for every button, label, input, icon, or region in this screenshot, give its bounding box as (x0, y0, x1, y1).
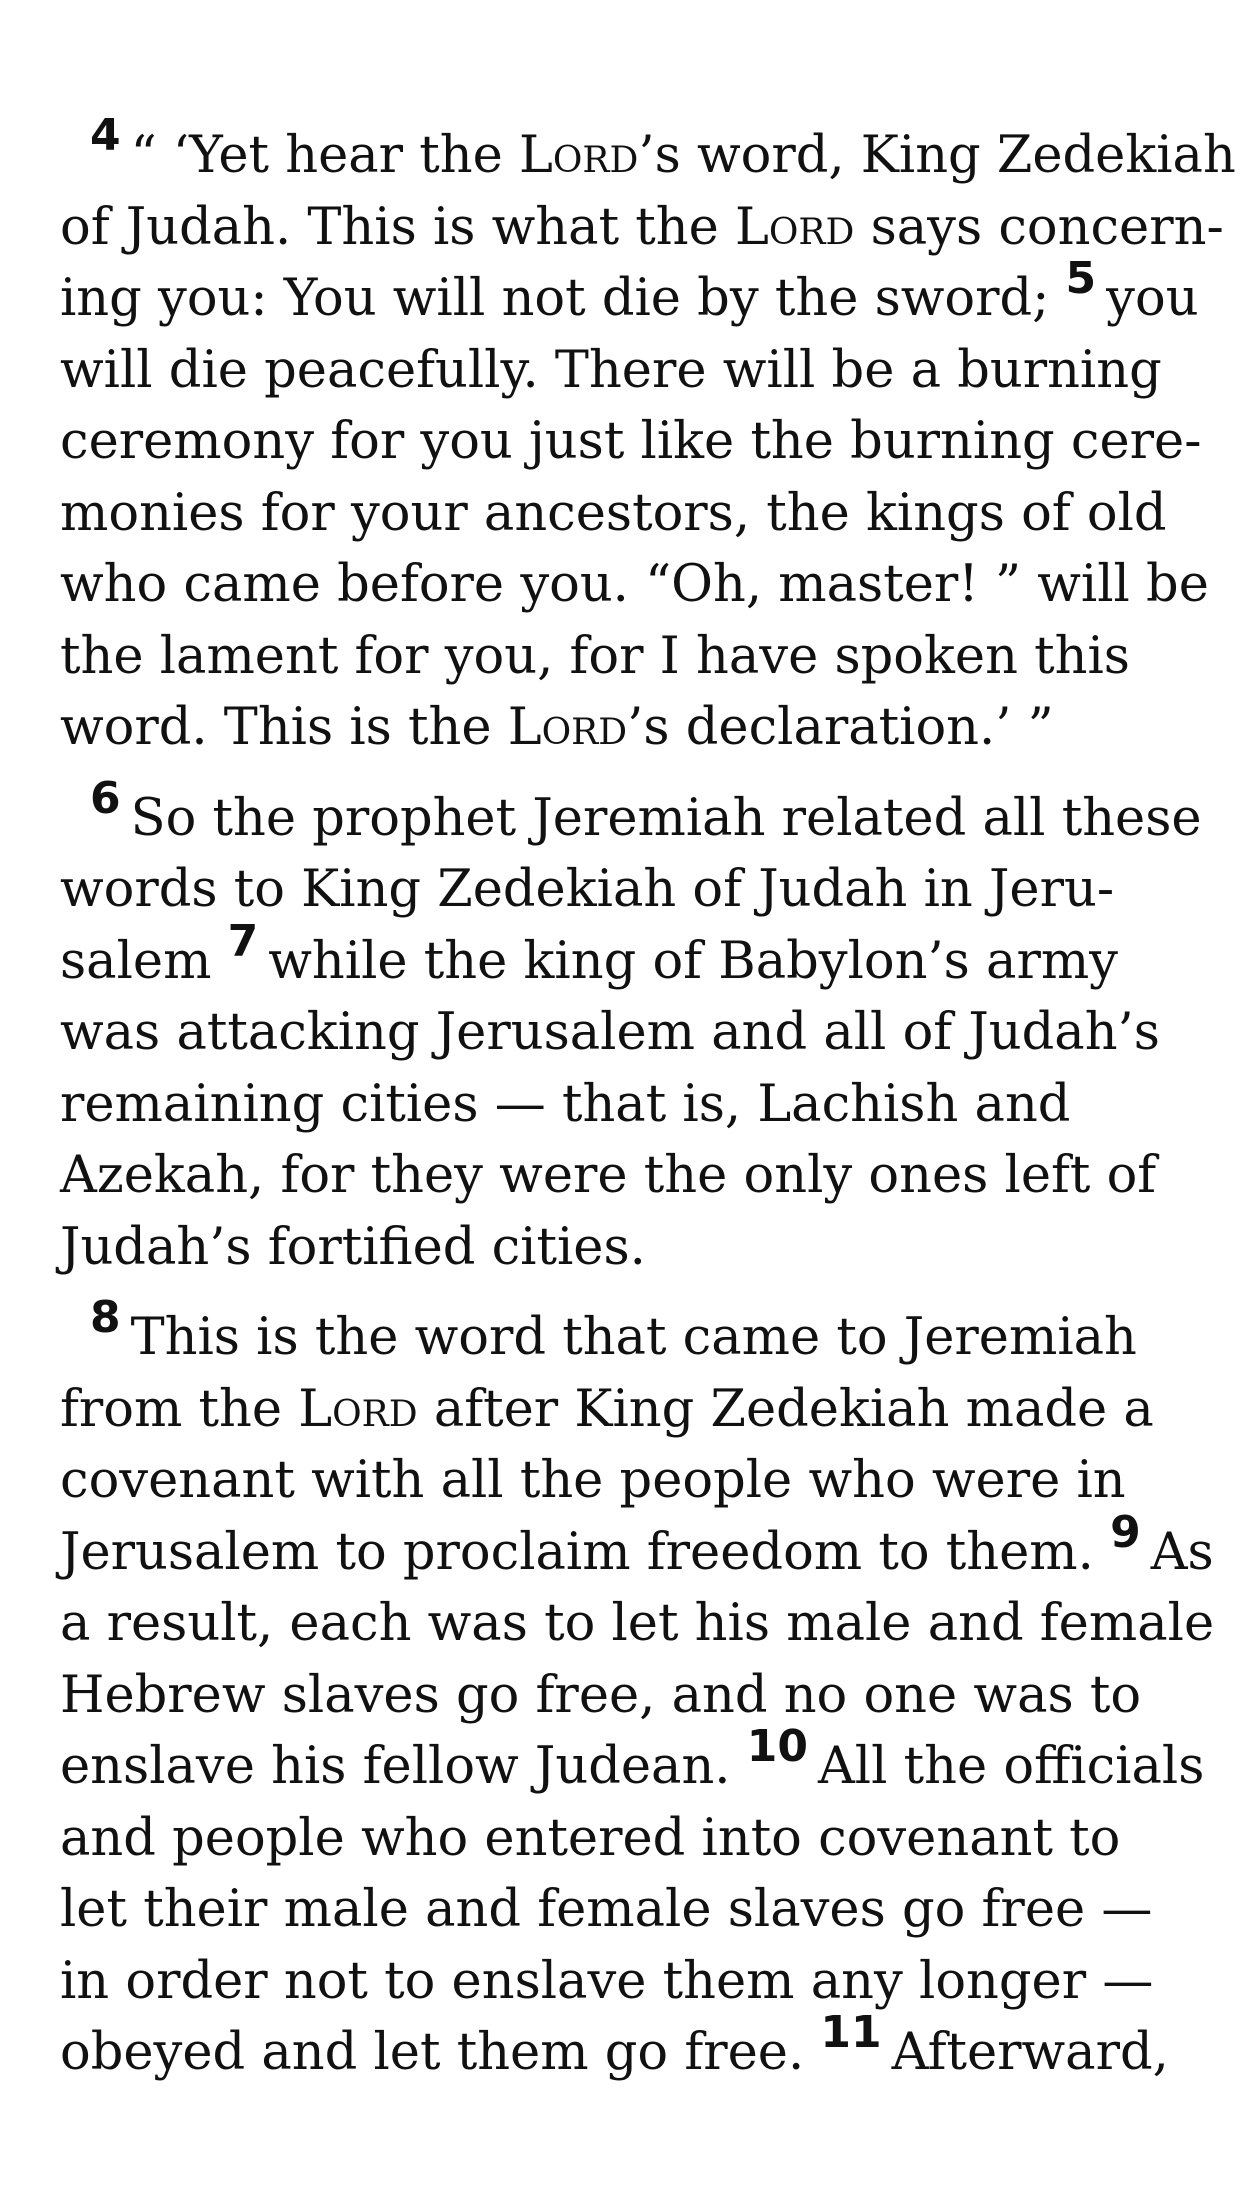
text-line (60, 1660, 1192, 1732)
verse-text: ’s declaration.’ ” (627, 698, 1054, 757)
verse-text: Jerusalem to proclaim freedom to them. (60, 1522, 1111, 1582)
verse-text: Azekah, for they were the only ones left of (60, 1146, 1157, 1205)
paragraph (60, 772, 1202, 1284)
verse-text: salem (60, 931, 228, 991)
text-line (60, 1721, 1205, 1803)
text-line (60, 621, 1192, 693)
verse-text: covenant with all the people who were in (60, 1451, 1126, 1510)
verse-text: ’s word, King Zedekiah (638, 126, 1236, 185)
text-line (60, 1445, 1192, 1517)
verse-text: of Judah. This is what the (60, 197, 736, 257)
verse-text: was attacking Jerusalem and all of Judah’s (60, 1003, 1160, 1062)
verse-text: from the (60, 1379, 299, 1439)
text-line (60, 110, 1236, 192)
verse-text: Hebrew slaves go free, and no one was to (60, 1665, 1142, 1725)
verse-number: 7 (227, 915, 259, 967)
text-line (60, 772, 1202, 855)
text-line (60, 915, 1192, 998)
verse-number: 8 (90, 1292, 121, 1343)
verse-text: enslave his fellow Judean. (60, 1737, 747, 1796)
text-line (60, 1292, 1192, 1374)
verse-text: As (1150, 1522, 1214, 1582)
verse-text: will die peacefully. There will be a burning (60, 340, 1162, 400)
verse-text: and people who entered into covenant to (60, 1808, 1121, 1868)
verse-number: 10 (746, 1721, 808, 1772)
text-line (60, 192, 1224, 264)
text-line (60, 854, 1192, 926)
text-line (60, 1803, 1192, 1875)
verse-text: obeyed and let them go free. (60, 2023, 821, 2082)
text-line (60, 692, 1192, 764)
verse-text: All the officials (817, 1737, 1205, 1796)
verse-number: 9 (1110, 1506, 1141, 1558)
paragraph (60, 1292, 1215, 2089)
text-line (60, 478, 1192, 550)
verse-text: in order not to enslave them any longer — (60, 1951, 1154, 2011)
verse-number: 5 (1065, 253, 1097, 304)
verse-text: ceremony for you just like the burning cere- (60, 412, 1202, 471)
verse-text: while the king of Babylon’s army (268, 931, 1118, 991)
verse-number: 4 (90, 110, 121, 161)
verse-text: says concern- (854, 197, 1224, 257)
verse-text: So the prophet Jeremiah related all these (130, 788, 1202, 848)
text-line (60, 1212, 1192, 1284)
divine-name: Lord (298, 1379, 418, 1439)
verse-text: after King Zedekiah made a (417, 1379, 1154, 1439)
text-line (60, 1374, 1192, 1446)
verse-text: remaining cities — that is, Lachish and (60, 1074, 1071, 1134)
divine-name: Lord (507, 698, 628, 757)
text-line (60, 1506, 1214, 1589)
divine-name: Lord (735, 197, 855, 257)
paragraph (60, 110, 1236, 764)
text-line (60, 335, 1192, 407)
verse-text: Afterward, (891, 2023, 1169, 2082)
verse-text: who came before you. “Oh, master! ” will be (60, 555, 1209, 614)
text-line (60, 1946, 1192, 2018)
text-line (60, 406, 1202, 478)
text-line (60, 1874, 1192, 1946)
verse-text: ing you: You will not die by the sword; (60, 269, 1066, 328)
verse-text: word. This is the (60, 698, 508, 757)
scripture-passage (60, 110, 1236, 2089)
verse-text: the lament for you, for I have spoken this (60, 626, 1130, 686)
text-line (60, 2007, 1192, 2089)
text-line (60, 253, 1199, 335)
verse-text: “ ‘Yet hear the (130, 126, 520, 185)
verse-text: monies for your ancestors, the kings of old (60, 483, 1167, 543)
verse-text: let their male and female slaves go free — (60, 1880, 1153, 1939)
text-line (60, 1140, 1192, 1212)
text-line (60, 997, 1192, 1069)
text-line (60, 549, 1209, 621)
verse-text: you (1106, 269, 1199, 328)
divine-name: Lord (519, 126, 639, 185)
verse-text: a result, each was to let his male and female (60, 1594, 1215, 1653)
verse-text: Judah’s fortified cities. (60, 1217, 646, 1277)
verse-text: words to King Zedekiah of Judah in Jeru- (60, 860, 1115, 919)
verse-text: This is the word that came to Jeremiah (130, 1308, 1137, 1367)
text-line (60, 1069, 1192, 1141)
verse-number: 6 (90, 772, 121, 824)
text-line (60, 1588, 1215, 1660)
verse-number: 11 (820, 2007, 882, 2058)
